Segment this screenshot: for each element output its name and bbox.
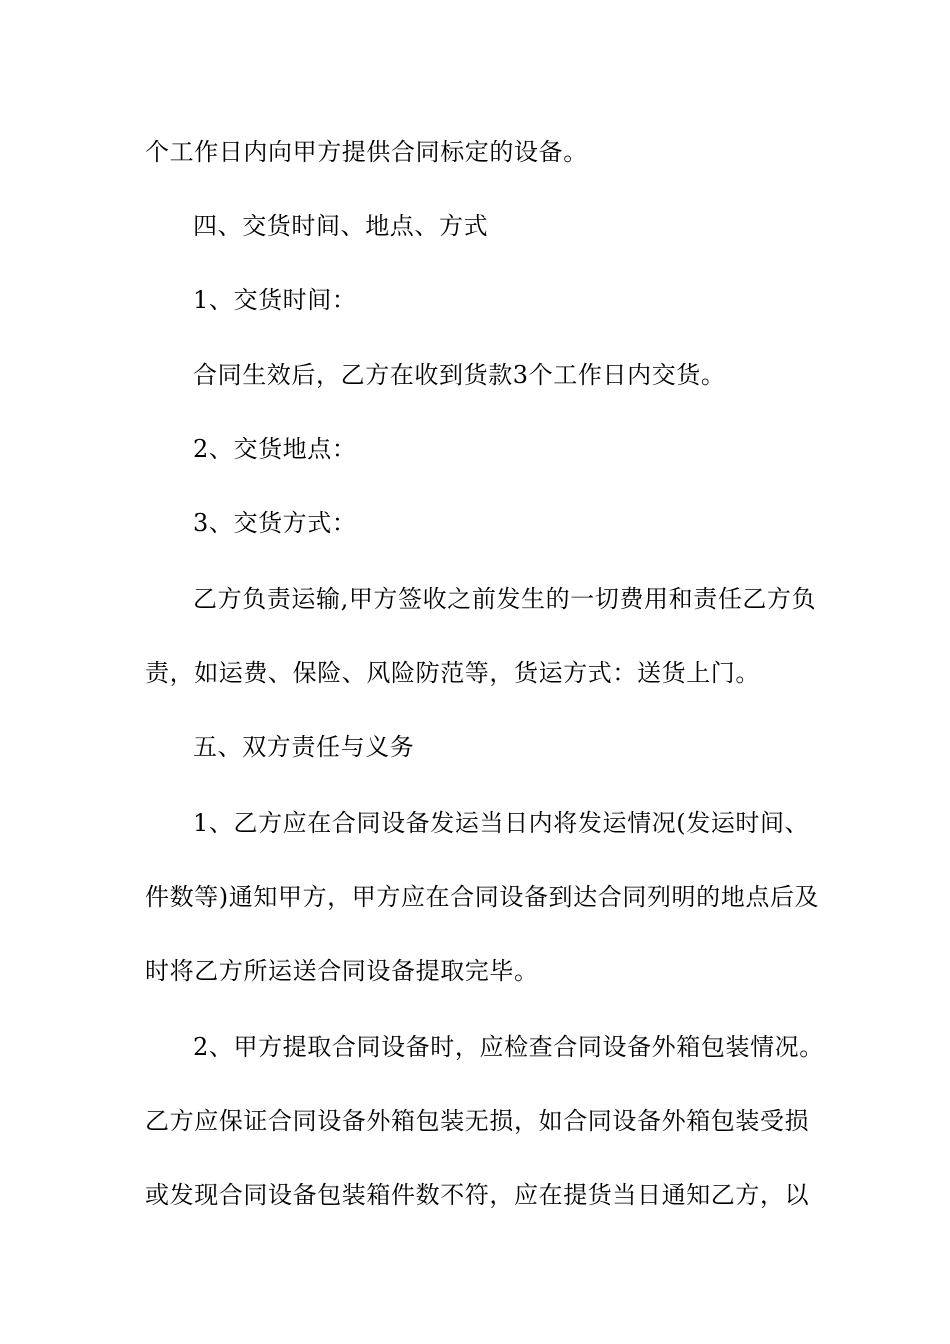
text-line: 乙方负责运输,甲方签收之前发生的一切费用和责任乙方负 <box>193 585 817 613</box>
section-heading: 五、双方责任与义务 <box>193 733 415 761</box>
text-line: 个工作日内向甲方提供合同标定的设备。 <box>145 138 588 166</box>
text-line: 时将乙方所运送合同设备提取完毕。 <box>145 957 539 985</box>
text-line: 1、交货时间： <box>193 286 357 314</box>
text-line: 或发现合同设备包装箱件数不符，应在提货当日通知乙方，以 <box>145 1181 810 1209</box>
text-line: 2、交货地点： <box>193 435 357 463</box>
text-line: 1、乙方应在合同设备发运当日内将发运情况(发运时间、 <box>193 809 810 837</box>
section-heading: 四、交货时间、地点、方式 <box>193 212 489 240</box>
text-line: 合同生效后，乙方在收到货款3个工作日内交货。 <box>193 361 726 389</box>
text-line: 3、交货方式： <box>193 509 357 537</box>
text-line: 件数等)通知甲方，甲方应在合同设备到达合同列明的地点后及 <box>145 883 820 911</box>
text-line: 乙方应保证合同设备外箱包装无损，如合同设备外箱包装受损 <box>145 1107 810 1135</box>
text-line: 责，如运费、保险、风险防范等，货运方式：送货上门。 <box>145 659 760 687</box>
text-line: 2、甲方提取合同设备时，应检查合同设备外箱包装情况。 <box>193 1033 824 1061</box>
